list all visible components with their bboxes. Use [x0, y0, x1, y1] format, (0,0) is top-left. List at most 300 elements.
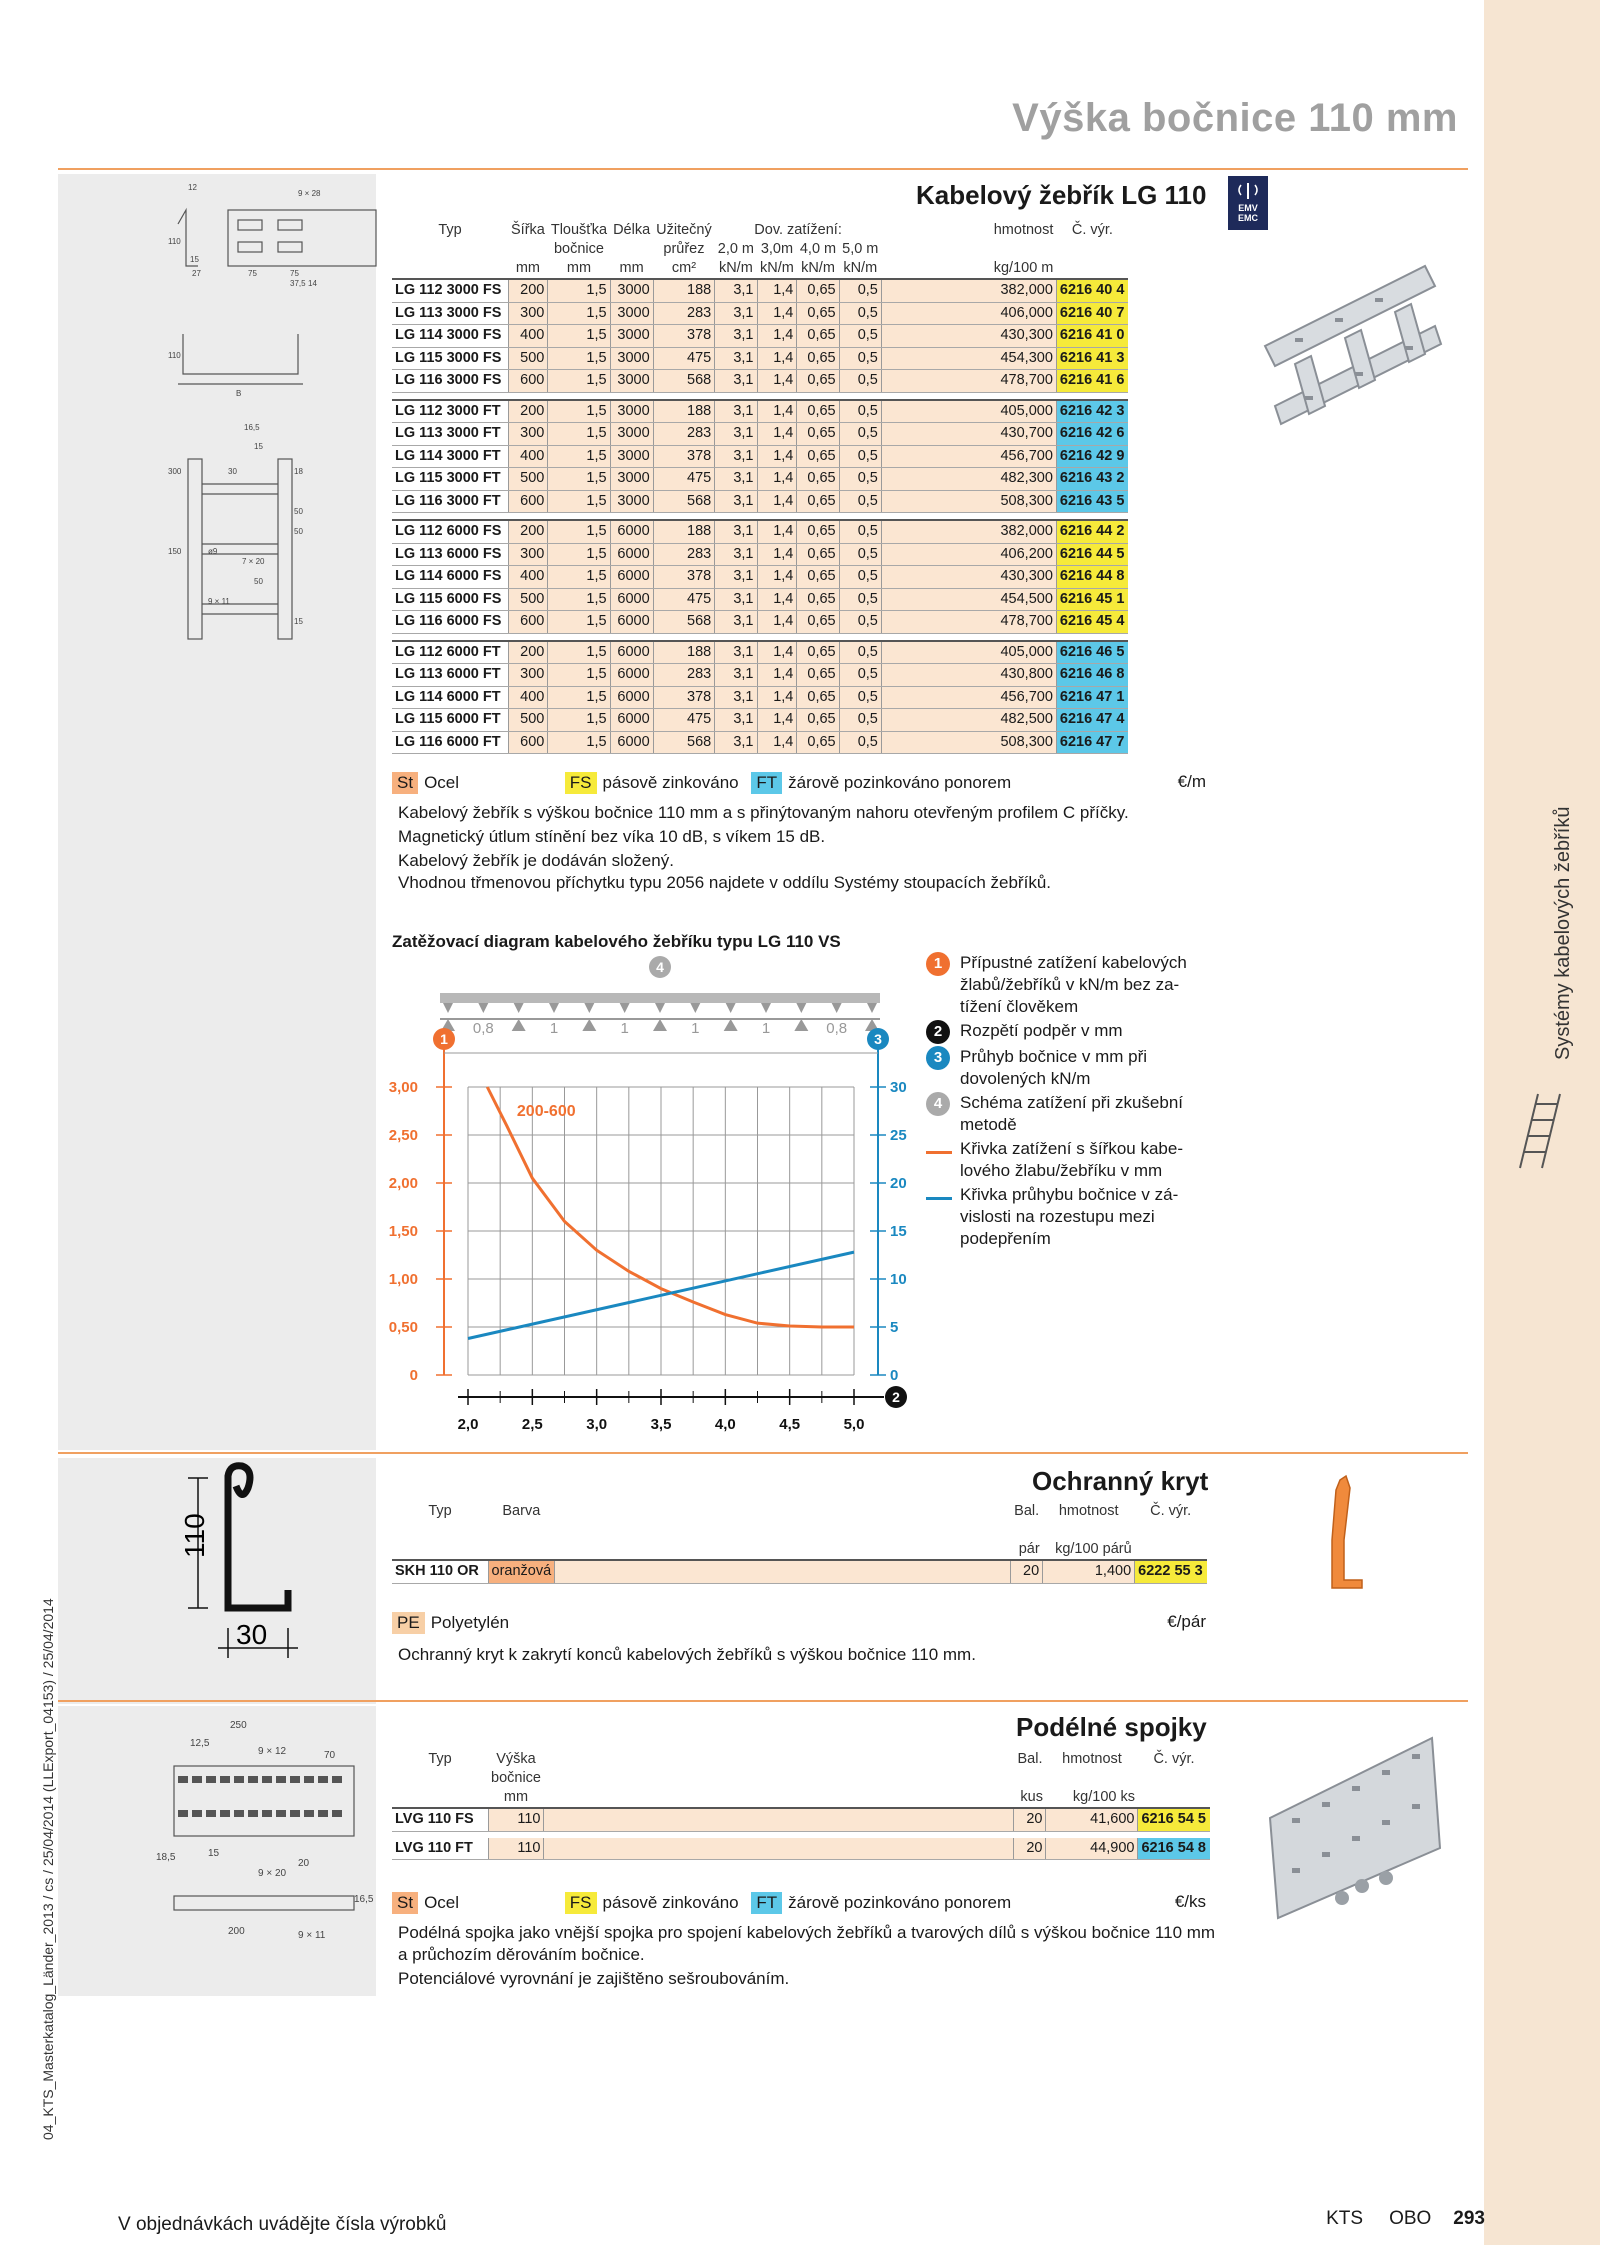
- table-cell: 3,1: [715, 468, 757, 491]
- support-triangle: [794, 1019, 808, 1031]
- side-section-label: Systémy kabelových žebříků: [1552, 806, 1574, 1060]
- material-ft: FT: [751, 772, 782, 794]
- table-cell: 0,5: [839, 566, 881, 589]
- x-tick-label: 3,5: [650, 1416, 672, 1433]
- table-cell: 1,5: [548, 588, 610, 611]
- table-cell: 568: [653, 731, 715, 754]
- table-row: [392, 731, 1128, 754]
- table-cell: 1,4: [757, 423, 797, 446]
- svg-text:12,5: 12,5: [190, 1738, 210, 1749]
- table-cell: 1,5: [548, 641, 610, 664]
- connector-product-image: [1262, 1718, 1452, 1908]
- table-cell: 200: [508, 279, 548, 302]
- right-tick-label: 30: [890, 1079, 907, 1096]
- svg-text:7 × 20: 7 × 20: [242, 557, 265, 566]
- col-typ: Typ: [438, 222, 462, 238]
- legend-line: [926, 1151, 952, 1154]
- table-cell: 0,65: [797, 709, 839, 732]
- table-cell: 1,4: [757, 686, 797, 709]
- load-arrow: [796, 1003, 806, 1013]
- table-cell: 3,1: [715, 347, 757, 370]
- title-rule: [58, 168, 1468, 170]
- table-cell: 1,4: [757, 664, 797, 687]
- table-cell: 1,5: [548, 302, 610, 325]
- svg-text:9 × 20: 9 × 20: [258, 1868, 287, 1879]
- svg-text:15: 15: [190, 255, 199, 264]
- table-cell: 400: [508, 325, 548, 348]
- table-cell: 1,4: [757, 445, 797, 468]
- table-cell: 6216 42 9: [1056, 445, 1128, 468]
- table-cell: 378: [653, 686, 715, 709]
- table-cell: 3,1: [715, 400, 757, 423]
- table-cell: 6216 42 6: [1056, 423, 1128, 446]
- col-tloustka: Tloušťka: [550, 222, 608, 238]
- table-cell: 0,65: [797, 279, 839, 302]
- table-cell: 1,4: [757, 611, 797, 634]
- load-arrow: [620, 1003, 630, 1013]
- table-row: [392, 400, 1128, 423]
- table-cell: 405,000: [881, 641, 1056, 664]
- table-cell: 0,5: [839, 468, 881, 491]
- load-arrow: [690, 1003, 700, 1013]
- svg-text:20: 20: [298, 1858, 310, 1869]
- table-cell: 0,65: [797, 611, 839, 634]
- ladder-price-unit: €/m: [1177, 772, 1206, 791]
- table-cell: 6216 43 5: [1056, 490, 1128, 513]
- table-cell: LG 112 3000 FS: [392, 279, 508, 302]
- table-cell: 1,4: [757, 370, 797, 393]
- table-cell: 200: [508, 641, 548, 664]
- legend-item: [926, 952, 1216, 1018]
- table-cell: 456,700: [881, 445, 1056, 468]
- svg-text:75: 75: [248, 269, 257, 278]
- table-row: [392, 490, 1128, 513]
- svg-text:37,5: 37,5: [290, 279, 306, 288]
- table-cell: 6216 44 8: [1056, 566, 1128, 589]
- table-cell: 0,5: [839, 279, 881, 302]
- table-cell: 300: [508, 423, 548, 446]
- legend-text: Průhyb bočnice v mm při dovolených kN/m: [960, 1047, 1148, 1088]
- svg-text:150: 150: [168, 547, 182, 556]
- table-cell: 568: [653, 370, 715, 393]
- table-cell: 0,5: [839, 588, 881, 611]
- table-cell: 300: [508, 664, 548, 687]
- table-cell: 6216 40 4: [1056, 279, 1128, 302]
- cover-material: PE Polyetylén: [392, 1612, 509, 1634]
- legend-text: Křivka průhybu bočnice v zá-vislosti na rozestupu mezi podepřením: [960, 1185, 1179, 1248]
- cover-title: Ochranný kryt: [1032, 1466, 1209, 1496]
- table-cell: 454,500: [881, 588, 1056, 611]
- table-cell: 1,4: [757, 731, 797, 754]
- legend-item: [926, 1020, 1216, 1044]
- table-cell: 0,65: [797, 520, 839, 543]
- x-tick-label: 4,0: [714, 1416, 736, 1433]
- table-cell: 0,5: [839, 641, 881, 664]
- series-label: 200-600: [516, 1102, 576, 1120]
- table-cell: 406,000: [881, 302, 1056, 325]
- table-cell: 475: [653, 347, 715, 370]
- table-cell: 3000: [610, 370, 653, 393]
- table-cell: 568: [653, 611, 715, 634]
- table-cell: 430,300: [881, 325, 1056, 348]
- svg-text:15: 15: [254, 442, 263, 451]
- table-cell: 283: [653, 543, 715, 566]
- connector-price-unit: €/ks: [1174, 1892, 1206, 1911]
- support-triangle: [653, 1019, 667, 1031]
- table-row: [392, 611, 1128, 634]
- cover-dim-w: 30: [236, 1619, 268, 1650]
- table-cell: 0,5: [839, 611, 881, 634]
- cover-table: Typ Barva Bal. hmotnost Č. výr. pár kg/100 párů SKH 110 OR oranžová 20 1,400 6222 55 3: [392, 1502, 1207, 1584]
- table-cell: 0,5: [839, 543, 881, 566]
- table-cell: 600: [508, 731, 548, 754]
- table-cell: 3000: [610, 490, 653, 513]
- right-tick-label: 0: [890, 1367, 899, 1384]
- catalog-export-label: 04_KTS_Masterkatalog_Länder_2013 / cs / 25/04/2014 (LLExport_04153) / 25/04/2014: [40, 1598, 56, 2140]
- legend-item: [926, 1184, 1216, 1250]
- col-delka: Délka: [613, 222, 651, 238]
- order-note: V objednávkách uvádějte čísla výrobků: [118, 2214, 447, 2235]
- table-cell: 6216 44 2: [1056, 520, 1128, 543]
- emv-badge: EMV EMC: [1228, 176, 1268, 230]
- table-cell: LG 115 6000 FS: [392, 588, 508, 611]
- table-cell: 188: [653, 520, 715, 543]
- table-cell: LG 116 3000 FS: [392, 370, 508, 393]
- table-cell: 6216 43 2: [1056, 468, 1128, 491]
- table-row: [392, 588, 1128, 611]
- section-rule-2: [58, 1452, 1468, 1454]
- svg-text:18,5: 18,5: [156, 1852, 176, 1863]
- table-cell: 0,5: [839, 445, 881, 468]
- table-cell: 500: [508, 347, 548, 370]
- table-cell: LG 116 6000 FT: [392, 731, 508, 754]
- table-cell: 568: [653, 490, 715, 513]
- table-cell: 1,4: [757, 490, 797, 513]
- table-cell: 1,4: [757, 543, 797, 566]
- table-cell: 6216 47 7: [1056, 731, 1128, 754]
- ladder-table-wrap: [392, 221, 1128, 754]
- table-cell: 3,1: [715, 445, 757, 468]
- table-cell: 0,65: [797, 423, 839, 446]
- right-tick-label: 20: [890, 1175, 907, 1192]
- load-arrow: [584, 1003, 594, 1013]
- table-cell: 300: [508, 302, 548, 325]
- legend-marker: 1: [926, 952, 950, 976]
- table-cell: 0,5: [839, 664, 881, 687]
- table-cell: 3,1: [715, 641, 757, 664]
- table-cell: 430,300: [881, 566, 1056, 589]
- table-cell: 3,1: [715, 664, 757, 687]
- svg-text:14: 14: [308, 279, 317, 288]
- table-row: [392, 664, 1128, 687]
- load-arrow: [549, 1003, 559, 1013]
- ladder-icon: [1510, 1090, 1570, 1170]
- table-cell: 0,65: [797, 566, 839, 589]
- table-cell: 382,000: [881, 520, 1056, 543]
- table-cell: 378: [653, 566, 715, 589]
- table-cell: 6000: [610, 641, 653, 664]
- legend-text: Přípustné zatížení kabelových žlabů/žebříků v kN/m bez za-tížení člověkem: [960, 953, 1187, 1016]
- table-cell: LG 115 3000 FT: [392, 468, 508, 491]
- connector-title: Podélné spojky: [1016, 1712, 1207, 1742]
- table-cell: 0,65: [797, 325, 839, 348]
- table-cell: LG 113 3000 FS: [392, 302, 508, 325]
- table-cell: 1,5: [548, 611, 610, 634]
- table-cell: 3,1: [715, 302, 757, 325]
- table-cell: 0,5: [839, 520, 881, 543]
- table-cell: 1,4: [757, 566, 797, 589]
- load-arrow: [443, 1003, 453, 1013]
- table-row: [392, 566, 1128, 589]
- table-cell: 1,5: [548, 445, 610, 468]
- table-cell: 3000: [610, 400, 653, 423]
- svg-text:300: 300: [168, 467, 182, 476]
- table-cell: 600: [508, 611, 548, 634]
- table-cell: 1,5: [548, 325, 610, 348]
- table-cell: 3,1: [715, 490, 757, 513]
- x-tick-label: 3,0: [586, 1416, 608, 1433]
- load-arrow: [867, 1003, 877, 1013]
- table-cell: 3000: [610, 445, 653, 468]
- svg-text:70: 70: [324, 1750, 336, 1761]
- table-cell: 378: [653, 325, 715, 348]
- table-cell: LG 114 6000 FS: [392, 566, 508, 589]
- table-cell: 3,1: [715, 566, 757, 589]
- table-cell: 500: [508, 709, 548, 732]
- diagram-legend: [926, 952, 1216, 1252]
- table-cell: 1,4: [757, 641, 797, 664]
- load-arrow: [478, 1003, 488, 1013]
- svg-text:200: 200: [228, 1926, 245, 1937]
- table-cell: 1,4: [757, 468, 797, 491]
- table-cell: 188: [653, 279, 715, 302]
- table-cell: 1,5: [548, 520, 610, 543]
- table-cell: LG 114 3000 FT: [392, 445, 508, 468]
- page-number: 293: [1453, 2208, 1485, 2229]
- table-cell: 482,500: [881, 709, 1056, 732]
- circle-x-axis-text: 2: [892, 1389, 900, 1405]
- ladder-product-image: [1255, 246, 1445, 436]
- left-tick-label: 1,00: [388, 1271, 418, 1288]
- table-cell: 1,4: [757, 279, 797, 302]
- left-tick-label: 1,50: [388, 1223, 418, 1240]
- legend-marker: 2: [926, 1020, 950, 1044]
- table-cell: 0,65: [797, 347, 839, 370]
- material-fs: FS: [565, 772, 597, 794]
- legend-text: Křivka zatížení s šířkou kabe-lového žlabu/žebříku v mm: [960, 1139, 1183, 1180]
- circle-load-text: 4: [656, 959, 664, 975]
- ladder-title: Kabelový žebřík LG 110: [916, 180, 1207, 210]
- table-cell: 188: [653, 641, 715, 664]
- table-cell: 3,1: [715, 588, 757, 611]
- left-tick-label: 3,00: [388, 1079, 418, 1096]
- table-cell: LG 113 6000 FT: [392, 664, 508, 687]
- table-cell: 454,300: [881, 347, 1056, 370]
- table-cell: 6216 40 7: [1056, 302, 1128, 325]
- table-cell: 6000: [610, 709, 653, 732]
- section-rule-3: [58, 1700, 1468, 1702]
- table-cell: 1,5: [548, 468, 610, 491]
- load-value: 0,8: [826, 1020, 848, 1037]
- svg-text:ø9: ø9: [208, 547, 218, 556]
- legend-line: [926, 1197, 952, 1200]
- ladder-description: Kabelový žebřík s výškou bočnice 110 mm a s přinýtovaným nahoru otevřeným profilem C příčky. Magnetický útlum stínění bez víka 10 dB, s víkem 15 dB. Kabelový žebřík je dodáván složený. Vhodnou třmenovou příchytku typu 2056 najdete v oddílu Systémy stoupacích žebříků.: [398, 803, 1129, 892]
- table-cell: 1,4: [757, 400, 797, 423]
- table-cell: 0,65: [797, 370, 839, 393]
- load-arrow: [761, 1003, 771, 1013]
- table-cell: 3000: [610, 468, 653, 491]
- table-row: [392, 520, 1128, 543]
- table-cell: 1,5: [548, 543, 610, 566]
- table-cell: 6216 41 3: [1056, 347, 1128, 370]
- table-cell: LG 114 3000 FS: [392, 325, 508, 348]
- legend-text: Rozpětí podpěr v mm: [960, 1021, 1123, 1040]
- table-cell: 430,700: [881, 423, 1056, 446]
- table-cell: 600: [508, 370, 548, 393]
- right-tick-label: 5: [890, 1319, 899, 1336]
- svg-text:110: 110: [168, 237, 181, 246]
- table-cell: 3,1: [715, 520, 757, 543]
- svg-text:50: 50: [294, 527, 303, 536]
- table-row: [392, 279, 1128, 302]
- support-triangle: [512, 1019, 526, 1031]
- table-cell: LG 113 6000 FS: [392, 543, 508, 566]
- page-title: Výška bočnice 110 mm: [1012, 96, 1458, 140]
- table-cell: 400: [508, 566, 548, 589]
- table-cell: 3000: [610, 423, 653, 446]
- connector-description: Podélná spojka jako vnější spojka pro spojení kabelových žebříků a tvarových dílů s výškou bočnice 110 mm a průchozím děrováním bočnice. Potenciálové vyrovnání je zajištěno sešroubováním.: [398, 1923, 1216, 1988]
- support-triangle: [582, 1019, 596, 1031]
- table-cell: 400: [508, 445, 548, 468]
- svg-text:B: B: [236, 389, 242, 398]
- table-cell: 1,5: [548, 347, 610, 370]
- right-tick-label: 25: [890, 1127, 907, 1144]
- table-cell: 3000: [610, 302, 653, 325]
- table-cell: 300: [508, 543, 548, 566]
- svg-text:16,5: 16,5: [244, 423, 260, 432]
- table-cell: 6000: [610, 664, 653, 687]
- table-cell: 0,65: [797, 468, 839, 491]
- svg-text:15: 15: [208, 1848, 220, 1859]
- table-cell: LG 114 6000 FT: [392, 686, 508, 709]
- legend-item: [926, 1092, 1216, 1136]
- table-cell: 1,4: [757, 520, 797, 543]
- svg-text:16,5: 16,5: [354, 1894, 374, 1905]
- table-cell: 0,5: [839, 302, 881, 325]
- table-cell: 1,5: [548, 664, 610, 687]
- table-cell: 6216 46 5: [1056, 641, 1128, 664]
- load-value: 1: [761, 1020, 771, 1037]
- table-cell: 0,5: [839, 731, 881, 754]
- table-cell: 475: [653, 709, 715, 732]
- table-cell: LG 116 3000 FT: [392, 490, 508, 513]
- table-cell: 6216 41 0: [1056, 325, 1128, 348]
- table-row: [392, 325, 1128, 348]
- table-cell: 3000: [610, 279, 653, 302]
- table-cell: 0,5: [839, 490, 881, 513]
- left-tick-label: 2,50: [388, 1127, 418, 1144]
- x-tick-label: 4,5: [779, 1416, 801, 1433]
- material-st: St: [392, 772, 418, 794]
- svg-text:250: 250: [230, 1720, 247, 1731]
- table-cell: 475: [653, 468, 715, 491]
- support-triangle: [724, 1019, 738, 1031]
- table-cell: 6000: [610, 566, 653, 589]
- table-cell: 283: [653, 302, 715, 325]
- table-cell: 500: [508, 468, 548, 491]
- table-cell: 3,1: [715, 709, 757, 732]
- x-tick-label: 2,0: [457, 1416, 479, 1433]
- table-cell: 1,4: [757, 302, 797, 325]
- table-cell: 456,700: [881, 686, 1056, 709]
- table-cell: 382,000: [881, 279, 1056, 302]
- svg-text:12: 12: [188, 183, 197, 192]
- load-value: 0,8: [472, 1020, 494, 1037]
- table-cell: 405,000: [881, 400, 1056, 423]
- table-cell: 400: [508, 686, 548, 709]
- load-arrow: [832, 1003, 842, 1013]
- svg-text:9 × 12: 9 × 12: [258, 1746, 287, 1757]
- table-row: [392, 302, 1128, 325]
- table-cell: 3,1: [715, 370, 757, 393]
- table-cell: 430,800: [881, 664, 1056, 687]
- svg-text:15: 15: [294, 617, 303, 626]
- connector-drawing: [58, 1706, 376, 1996]
- table-cell: 1,4: [757, 347, 797, 370]
- table-cell: 0,5: [839, 400, 881, 423]
- legend-marker: 3: [926, 1046, 950, 1070]
- table-row: [392, 468, 1128, 491]
- table-cell: 283: [653, 423, 715, 446]
- table-cell: 508,300: [881, 490, 1056, 513]
- table-cell: 1,4: [757, 588, 797, 611]
- right-tick-label: 15: [890, 1223, 907, 1240]
- table-cell: 6000: [610, 588, 653, 611]
- table-cell: 6000: [610, 543, 653, 566]
- ladder-technical-drawing: [58, 174, 376, 654]
- table-cell: 0,65: [797, 490, 839, 513]
- load-value: 1: [549, 1020, 559, 1037]
- left-tick-label: 0: [409, 1367, 418, 1384]
- table-cell: 482,300: [881, 468, 1056, 491]
- table-cell: 188: [653, 400, 715, 423]
- table-cell: 0,65: [797, 731, 839, 754]
- col-cvyr: Č. výr.: [1071, 222, 1113, 238]
- circle-left-axis-text: 1: [440, 1031, 448, 1047]
- cover-product-image: [1310, 1470, 1370, 1595]
- table-cell: 0,65: [797, 641, 839, 664]
- table-row: SKH 110 OR oranžová 20 1,400 6222 55 3: [392, 1560, 1207, 1583]
- table-cell: 200: [508, 400, 548, 423]
- table-cell: LG 113 3000 FT: [392, 423, 508, 446]
- ladder-table: Typ Šířka Tloušťka Délka Užitečný Dov. zatížení: hmotnost Č. výr. bočnice průřez 2,0 m 3,0m 4,0 m 5,0 m mm mm mm cm² kN/m kN/m kN/m kN/m kg/100 m LG 112 3000 FS 200 1,5 3000 188 3,1 1,4 0,65 0,5 382,000 6216 40 4 LG 113 3000 FS 300 1,5 3000 283 3,1 1,4 0,65 0,5 406,000 6216 40 7 LG 114 3000 FS 400 1,5 3000 378 3,1 1,4 0,65 0,5 430,300 6216 41 0 LG 115 3000 FS 500 1,5 3000 475 3,1 1,4 0,65 0,5 454,300 6216 41 3 LG 116 3000 FS 600 1,5 3000 568 3,1 1,4 0,65 0,5 478,700 6216 41 6 LG 112 3000 FT 200 1,5 3000 188 3,1 1,4 0,65 0,5 405,000 6216 42 3 LG 113 3000 FT 300 1,5 3000 283 3,1 1,4 0,65 0,5 430,700 6216 42 6 LG 114 3000 FT 400 1,5 3000 378 3,1 1,4 0,65 0,5 456,700 6216 42 9 LG 115 3000 FT 500 1,5 3000 475 3,1 1,4 0,65 0,5 482,300 6216 43 2 LG 116 3000 FT 600 1,5 3000 568 3,1 1,4 0,65 0,5 508,300 6216 43 5 LG 112 6000 FS 200 1,5 6000 188 3,1 1,4 0,65 0,5 382,000 6216 44 2 LG 113 6000 FS 300 1,5 6000 283 3,1 1,4 0,65 0,5 406,200 6216 44 5 LG 114 6000 FS 400 1,5 6000 378 3,1 1,4 0,65 0,5 430,300 6216 44 8 LG 115 6000 FS 500 1,5 6000 475 3,1 1,4 0,65 0,5 454,500 6216 45 1 LG 116 6000 FS 600 1,5 6000 568 3,1 1,4 0,65 0,5 478,700 6216 45 4 LG 112 6000 FT 200 1,5 6000 188 3,1 1,4 0,65 0,5 405,000 6216 46 5 LG 113 6000 FT 300 1,5 6000 283 3,1 1,4 0,65 0,5 430,800 6216 46 8 LG 114 6000 FT 400 1,5 6000 378 3,1 1,4 0,65 0,5 456,700 6216 47 1 LG 115 6000 FT 500 1,5 6000 475 3,1 1,4 0,65 0,5 482,500 6216 47 4 LG 116 6000 FT 600 1,5 6000 568 3,1 1,4 0,65 0,5 508,300 6216 47 7: [392, 221, 1128, 754]
- table-cell: 478,700: [881, 370, 1056, 393]
- table-cell: 1,4: [757, 325, 797, 348]
- table-cell: 508,300: [881, 731, 1056, 754]
- legend-marker: 4: [926, 1092, 950, 1116]
- table-cell: 3,1: [715, 543, 757, 566]
- table-cell: 6216 47 1: [1056, 686, 1128, 709]
- svg-text:9 × 11: 9 × 11: [298, 1930, 326, 1941]
- table-cell: 600: [508, 490, 548, 513]
- legend-item: [926, 1138, 1216, 1182]
- table-cell: 6216 45 4: [1056, 611, 1128, 634]
- table-cell: 1,5: [548, 400, 610, 423]
- load-value: 1: [691, 1020, 700, 1037]
- table-cell: 0,5: [839, 347, 881, 370]
- table-cell: 6000: [610, 611, 653, 634]
- connector-materials: St Ocel FS pásově zinkováno FT žárově pozinkováno ponorem: [392, 1892, 1011, 1914]
